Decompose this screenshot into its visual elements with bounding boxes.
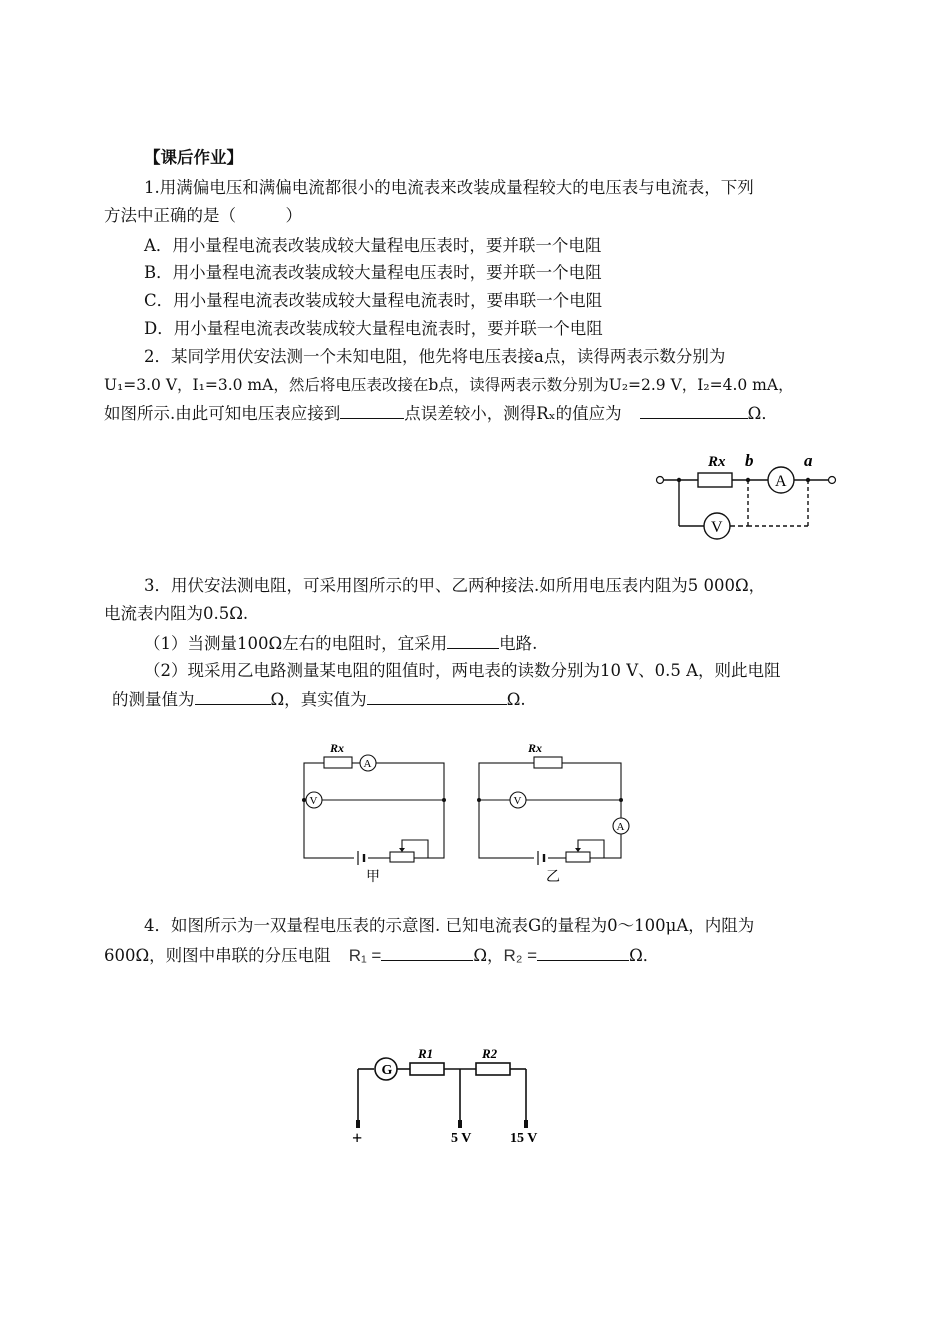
q3-yi-label-rx: Rx	[528, 741, 543, 755]
q3-sub2-text-d: Ω.	[506, 690, 526, 709]
q3-sub1	[144, 632, 537, 655]
q3-circuit-figure	[298, 738, 638, 888]
q1-option-c: C．用小量程电流表改装成较大量程电流表时，要串联一个电阻	[144, 291, 603, 310]
q4-terminal-15v: 15 V	[510, 1131, 538, 1146]
q3-blank-measured[interactable]	[195, 688, 271, 705]
q1-line2: 方法中正确的是（ ）	[104, 206, 302, 225]
q1-line1: 1.用满偏电压和满偏电流都很小的电流表来改装成量程较大的电压表与电流表，下列	[144, 178, 754, 197]
q3-jia-voltmeter-symbol: V	[309, 795, 318, 807]
q3-line1: 3．用伏安法测电阻，可采用图所示的甲、乙两种接法.如所用电压表内阻为5 000Ω，	[144, 576, 766, 595]
q3-circuit-yi	[479, 763, 621, 858]
q2-line3-text-a: 如图所示.由此可知电压表应接到	[104, 404, 341, 423]
q3-circuit-jia	[304, 763, 444, 858]
q3-jia-rheostat	[390, 852, 414, 862]
q3-blank-true[interactable]	[367, 688, 507, 705]
q3-jia-resistor-rx	[324, 757, 352, 768]
q3-sub2-text-c: Ω，真实值为	[270, 690, 367, 709]
q2-ammeter-symbol: A	[775, 473, 787, 490]
q1-option-b: B．用小量程电流表改装成较大量程电压表时，要并联一个电阻	[144, 263, 602, 282]
q3-jia-label-rx: Rx	[330, 741, 345, 755]
q2-blank-point[interactable]	[340, 402, 404, 419]
q4-blank-r2[interactable]	[537, 944, 629, 961]
q4-terminal-plus: +	[352, 1128, 363, 1148]
q4-circuit-figure	[348, 1044, 568, 1154]
q2-resistor-rx	[698, 473, 732, 487]
q4-line1: 4．如图所示为一双量程电压表的示意图. 已知电流表G的量程为0～100μA，内阻为	[144, 916, 755, 935]
q3-yi-rheostat	[566, 852, 590, 862]
q4-r2-label: R₂ =	[503, 946, 538, 965]
q4-blank-r1[interactable]	[381, 944, 473, 961]
q4-line2-text: 600Ω，则图中串联的分压电阻	[104, 946, 331, 965]
q3-yi-ammeter-symbol: A	[616, 821, 625, 833]
q2-line3-text-b: 点误差较小，测得Rₓ的值应为	[404, 404, 622, 423]
q4-omega1: Ω，	[473, 946, 504, 965]
q1-option-a: A．用小量程电流表改装成较大量程电压表时，要并联一个电阻	[144, 236, 602, 255]
q4-terminal-5v: 5 V	[451, 1131, 472, 1146]
q2-label-rx: Rx	[708, 454, 726, 470]
q2-line2: U₁=3.0 V，I₁=3.0 mA，然后将电压表改接在b点，读得两表示数分别为U₂=2.9 V，I₂=4.0 mA，	[104, 376, 794, 394]
q4-omega2: Ω．	[629, 946, 660, 965]
q3-jia-ammeter-symbol: A	[363, 758, 372, 770]
q3-line2: 电流表内阻为0.5Ω.	[104, 604, 249, 623]
q2-voltmeter-symbol: V	[711, 519, 723, 536]
q2-line3	[104, 402, 778, 425]
q4-resistor-r1	[410, 1063, 444, 1075]
q3-blank-circuit[interactable]	[447, 632, 499, 649]
q4-label-r1: R1	[418, 1046, 434, 1061]
q4-resistor-r2	[476, 1063, 510, 1075]
q2-label-b: b	[745, 451, 754, 470]
q2-line3-text-c: Ω．	[747, 404, 778, 423]
q3-sub1-text-b: 电路.	[499, 634, 538, 653]
q2-blank-rx[interactable]	[640, 402, 748, 419]
q3-sub2-text-b: 的测量值为	[112, 690, 195, 709]
section-title: 【课后作业】	[144, 148, 243, 167]
q3-sub1-text-a: （1）当测量100Ω左右的电阻时，宜采用	[144, 634, 448, 653]
q4-r1-label: R₁ =	[348, 946, 382, 965]
q2-circuit-figure	[650, 448, 850, 548]
q1-option-d: D．用小量程电流表改装成较大量程电流表时，要并联一个电阻	[144, 319, 603, 338]
q4-line2	[104, 944, 659, 967]
q3-label-yi: 乙	[546, 870, 560, 885]
q3-sub2-line2	[112, 688, 526, 711]
q2-line1: 2．某同学用伏安法测一个未知电阻，他先将电压表接a点，读得两表示数分别为	[144, 347, 726, 366]
q3-sub2-line1: （2）现采用乙电路测量某电阻的阻值时，两电表的读数分别为10 V、0.5 A，则此电阻	[144, 661, 781, 680]
q3-yi-resistor-rx	[534, 757, 562, 768]
q2-label-a: a	[804, 451, 813, 470]
q4-label-r2: R2	[482, 1046, 498, 1061]
q4-g-symbol: G	[381, 1063, 393, 1078]
q3-yi-voltmeter-symbol: V	[513, 795, 522, 807]
q3-label-jia: 甲	[366, 870, 380, 885]
